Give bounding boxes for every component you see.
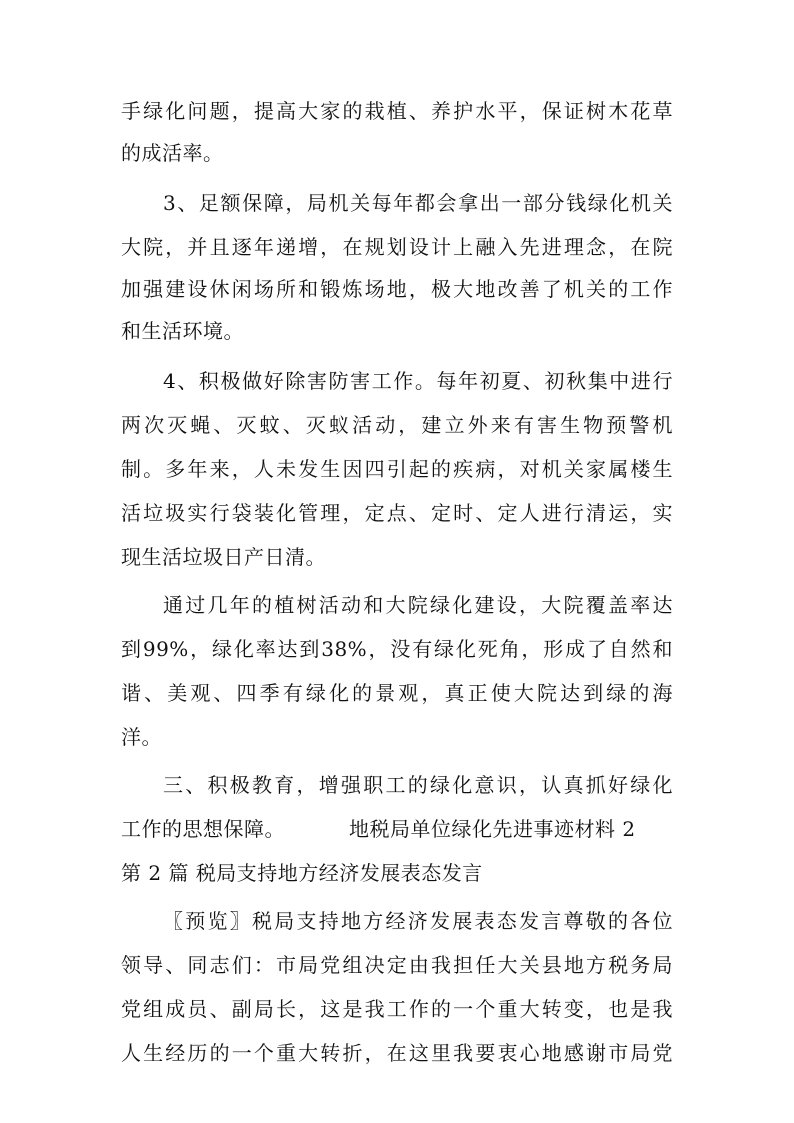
text-line: 到99%，绿化率达到38%，没有绿化死角，形成了自然和 [121,637,673,661]
text-segment: 工作的思想保障。 [121,817,285,841]
text-line: 洋。 [121,725,162,749]
text-line [121,812,673,846]
text-line: 大院，并且逐年递增，在规划设计上融入先进理念，在院 [121,235,673,259]
text-line: 三、积极教育，增强职工的绿化意识，认真抓好绿化 [163,773,673,797]
text-line: 领导、同志们：市局党组决定由我担任大关县地方税务局 [121,953,673,977]
text-line: 人生经历的一个重大转折，在这里我要衷心地感谢市局党 [121,1041,673,1065]
text-line: 〖预览〗税局支持地方经济发展表态发言尊敬的各位 [163,909,673,933]
text-line: 3、足额保障，局机关每年都会拿出一部分钱绿化机关 [163,191,673,215]
text-line: 加强建设休闲场所和锻炼场地，极大地改善了机关的工作 [121,277,673,301]
section-heading: 第 2 篇 税局支持地方经济发展表态发言 [121,861,483,885]
text-line: 通过几年的植树活动和大院绿化建设，大院覆盖率达 [163,593,673,617]
text-line: 谐、美观、四季有绿化的景观，真正使大院达到绿的海 [121,681,673,705]
heading-inline: 地税局单位绿化先进事迹材料 2 [349,817,636,841]
text-line: 4、积极做好除害防害工作。每年初夏、初秋集中进行 [163,369,673,393]
text-line: 现生活垃圾日产日清。 [121,545,326,569]
text-line: 和生活环境。 [121,319,244,343]
text-line: 的成活率。 [121,141,224,165]
text-line: 党组成员、副局长，这是我工作的一个重大转变，也是我 [121,997,673,1021]
text-line: 制。多年来，人未发生因四引起的疾病，对机关家属楼生 [121,457,673,481]
text-line: 两次灭蝇、灭蚊、灭蚁活动，建立外来有害生物预警机 [121,413,673,437]
text-line: 手绿化问题，提高大家的栽植、养护水平，保证树木花草 [121,99,673,123]
text-line: 活垃圾实行袋装化管理，定点、定时、定人进行清运，实 [121,501,673,525]
